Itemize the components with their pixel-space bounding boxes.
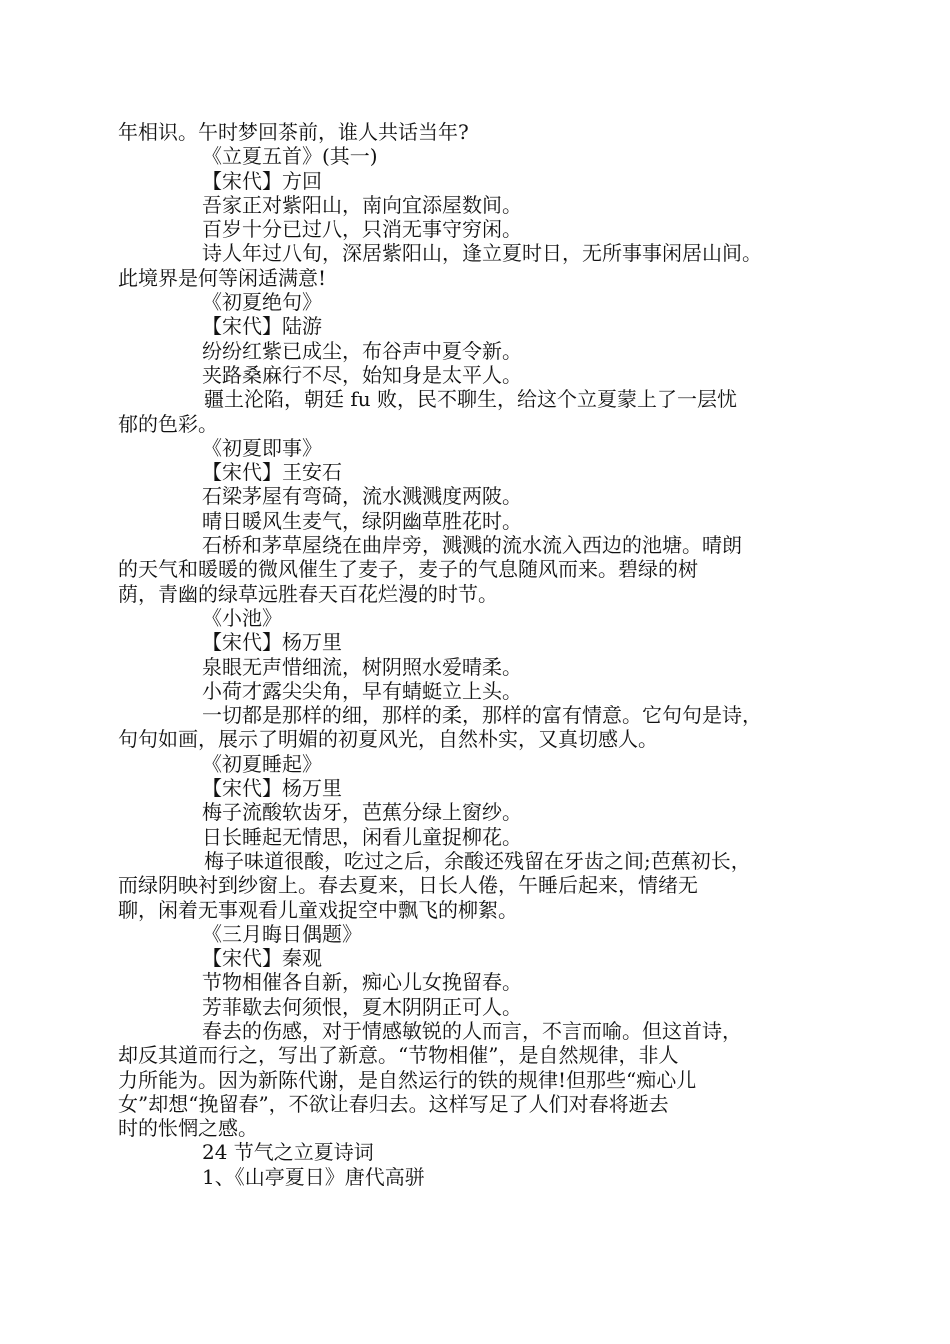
commentary-line: 此境界是何等闲适满意! (118, 265, 327, 290)
poem-line: 吾家正对紫阳山，南向宜添屋数间。 (202, 192, 522, 217)
commentary-line: 女”却想“挽留春”，不欲让春归去。这样写足了人们对春将逝去 (118, 1091, 669, 1116)
poem-line: 泉眼无声惜细流，树阴照水爱晴柔。 (202, 654, 522, 679)
poem-line: 梅子流酸软齿牙，芭蕉分绿上窗纱。 (202, 800, 522, 825)
commentary-line: 荫，青幽的绿草远胜春天百花烂漫的时节。 (118, 581, 498, 606)
poem-author: 【宋代】杨万里 (202, 630, 342, 655)
commentary-line: 句句如画，展示了明媚的初夏风光，自然朴实，又真切感人。 (118, 727, 658, 752)
poem-title: 《立夏五首》(其一) (202, 144, 378, 169)
commentary-line: 春去的伤感，对于情感敏锐的人而言，不言而喻。但这首诗， (202, 1018, 742, 1043)
commentary-line: 而绿阴映衬到纱窗上。春去夏来，日长人倦，午睡后起来，情绪无 (118, 873, 698, 898)
commentary-line: 一切都是那样的细，那样的柔，那样的富有情意。它句句是诗， (202, 703, 762, 728)
commentary-line: 却反其道而行之，写出了新意。“节物相催”，是自然规律，非人 (118, 1043, 679, 1068)
section-heading: 24 节气之立夏诗词 (202, 1140, 374, 1165)
commentary-line: 疆土沦陷，朝廷 fu 败，民不聊生，给这个立夏蒙上了一层忧 (204, 387, 737, 412)
poem-title: 《三月晦日偶题》 (202, 921, 362, 946)
poem-author: 【宋代】方回 (202, 168, 322, 193)
text-line: 年相识。午时梦回茶前，谁人共话当年? (118, 120, 469, 144)
poem-line: 节物相催各自新，痴心儿女挽留春。 (202, 970, 522, 995)
commentary-line: 力所能为。因为新陈代谢，是自然运行的铁的规律!但那些“痴心儿 (118, 1067, 697, 1092)
poem-title: 《初夏睡起》 (202, 751, 322, 776)
commentary-line: 梅子味道很酸，吃过之后，余酸还残留在牙齿之间;芭蕉初长， (204, 848, 751, 873)
commentary-line: 诗人年过八旬，深居紫阳山，逢立夏时日，无所事事闲居山间。 (202, 241, 762, 266)
poem-line: 百岁十分已过八，只消无事守穷闲。 (202, 217, 522, 242)
document-body (118, 120, 830, 1189)
poem-author: 【宋代】杨万里 (202, 776, 342, 801)
poem-title: 《初夏即事》 (202, 435, 322, 460)
poem-line: 芳菲歇去何须恨，夏木阴阴正可人。 (202, 994, 522, 1019)
list-item: 1、《山亭夏日》唐代高骈 (202, 1164, 425, 1189)
poem-line: 纷纷红紫已成尘，布谷声中夏令新。 (202, 338, 522, 363)
commentary-line: 的天气和暖暖的微风催生了麦子，麦子的气息随风而来。碧绿的树 (118, 557, 698, 582)
poem-author: 【宋代】王安石 (202, 460, 342, 485)
commentary-line: 时的怅惘之感。 (118, 1116, 258, 1141)
poem-line: 晴日暖风生麦气，绿阴幽草胜花时。 (202, 508, 522, 533)
poem-author: 【宋代】陆游 (202, 314, 322, 339)
poem-title: 《小池》 (202, 605, 282, 630)
commentary-line: 石桥和茅草屋绕在曲岸旁，溅溅的流水流入西边的池塘。晴朗 (202, 533, 742, 558)
poem-line: 石梁茅屋有弯碕，流水溅溅度两陂。 (202, 484, 522, 509)
poem-line: 日长睡起无情思，闲看儿童捉柳花。 (202, 824, 522, 849)
poem-title: 《初夏绝句》 (202, 290, 322, 315)
poem-author: 【宋代】秦观 (202, 946, 322, 971)
poem-line: 小荷才露尖尖角，早有蜻蜓立上头。 (202, 678, 522, 703)
poem-line: 夹路桑麻行不尽，始知身是太平人。 (202, 362, 522, 387)
commentary-line: 郁的色彩。 (118, 411, 218, 436)
commentary-line: 聊，闲着无事观看儿童戏捉空中飘飞的柳絮。 (118, 897, 518, 922)
